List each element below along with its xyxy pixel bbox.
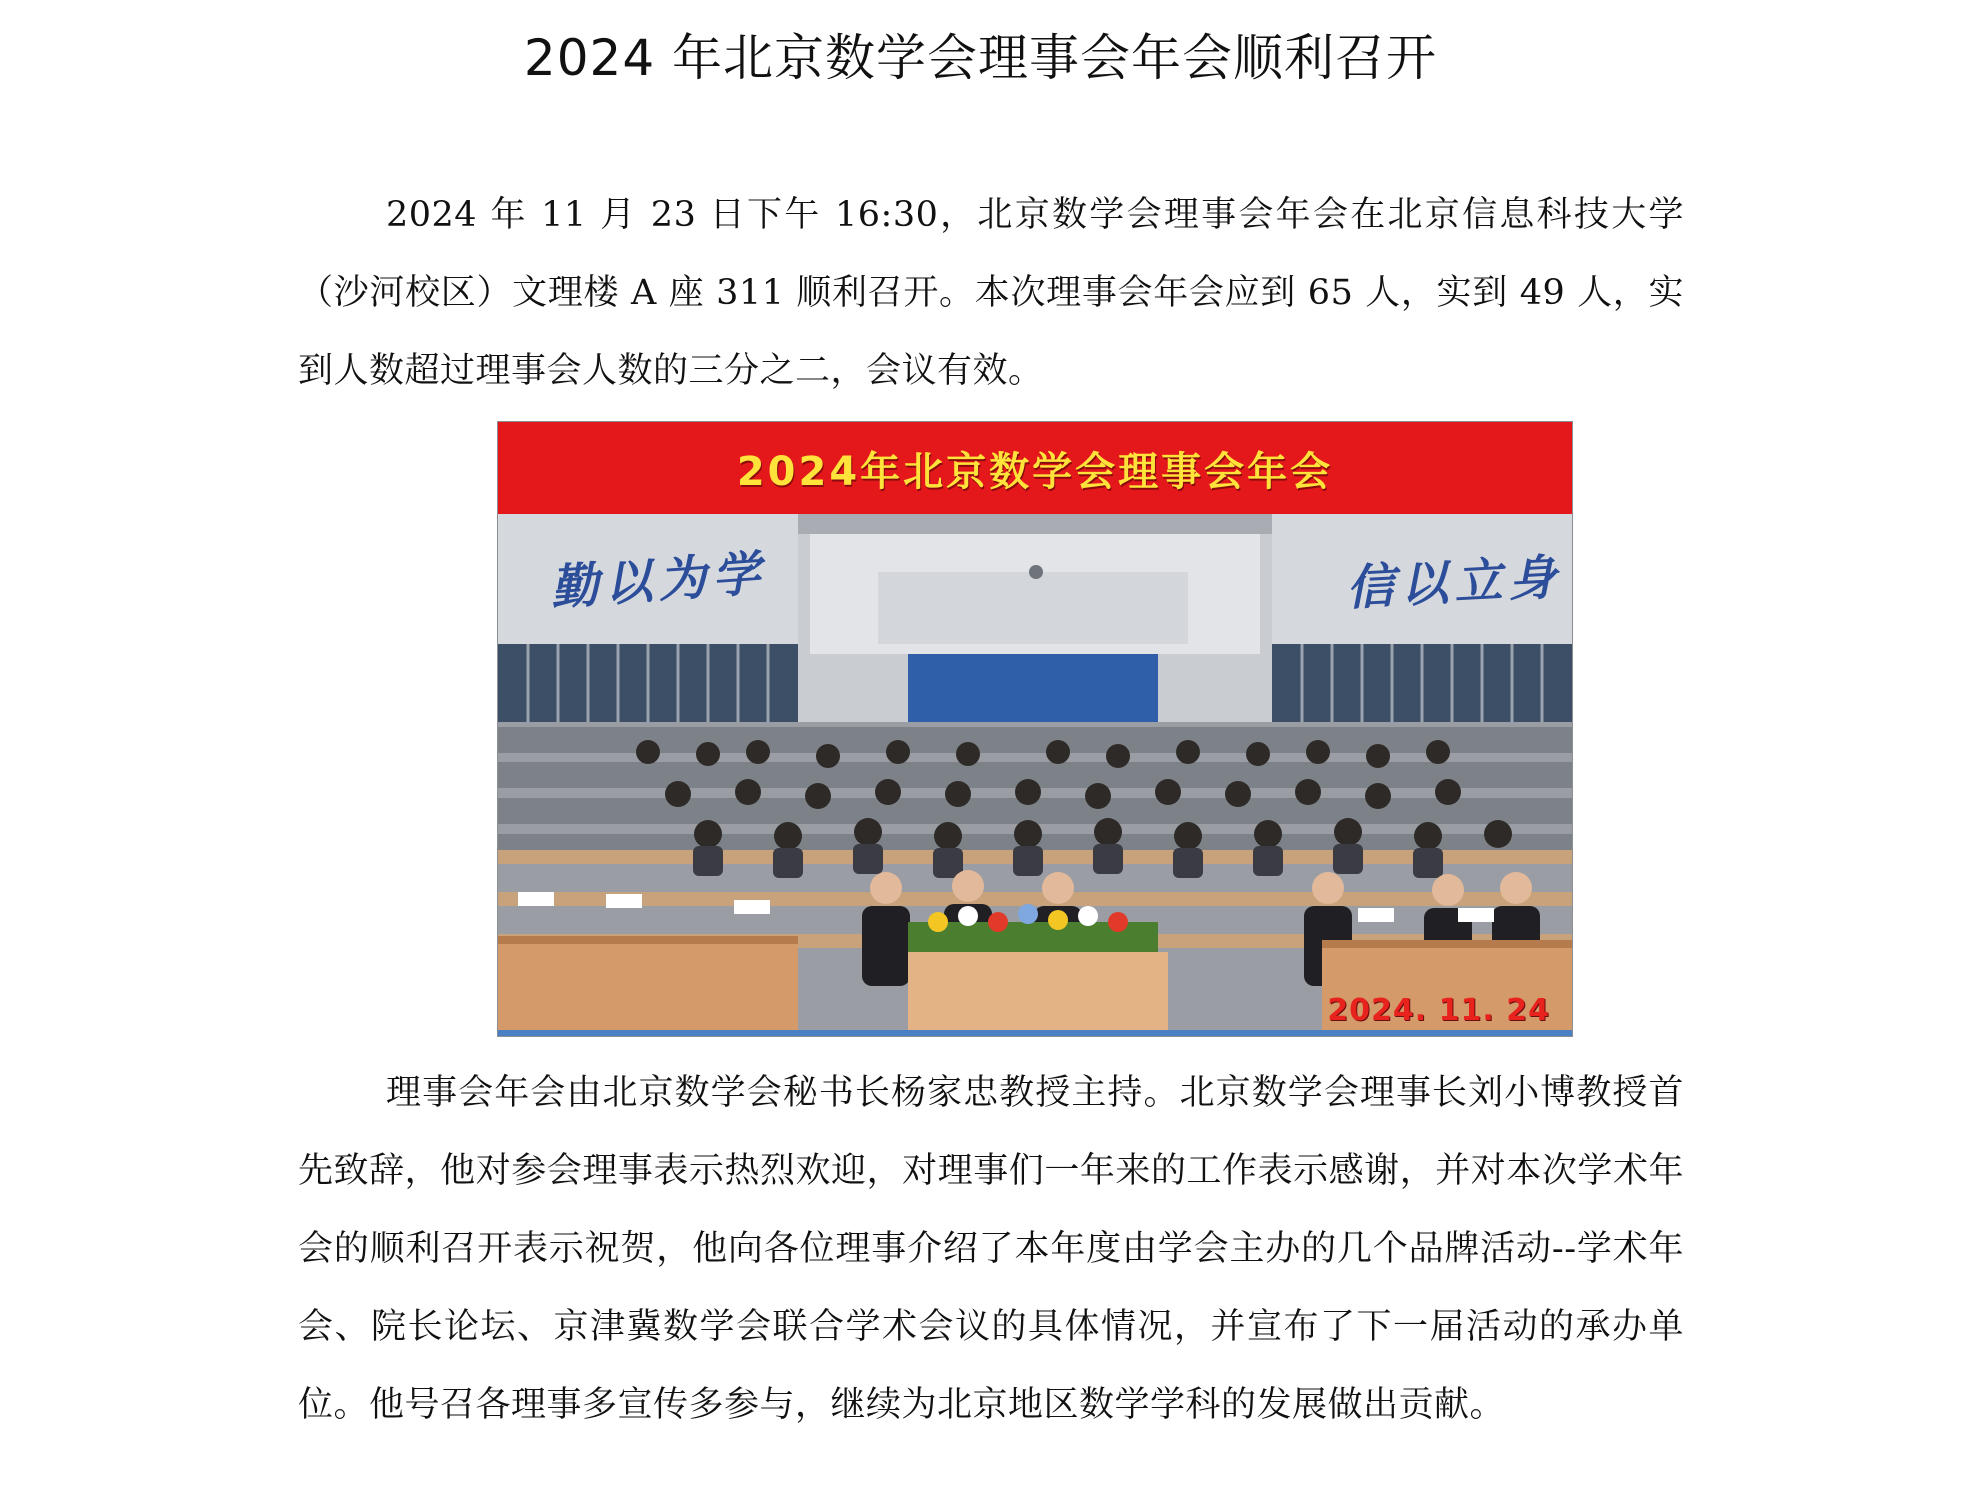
meeting-group-photo — [498, 422, 1572, 1036]
wall-calligraphy-right: 信以立身 — [1344, 549, 1564, 617]
photo-banner-text: 2024年北京数学会理事会年会 — [736, 448, 1334, 495]
photo-banner — [498, 422, 1572, 514]
wall-calligraphy-left: 勤以为学 — [548, 545, 769, 617]
intro-paragraph: 2024 年 11 月 23 日下午 16:30，北京数学会理事会年会在北京信息科技大学（沙河校区）文理楼 A 座 311 顺利召开。本次理事会年会应到 65 人，实到 49 人，实到人数超过理事会人数的三分之二，会议有效。 — [298, 195, 1684, 391]
body-paragraph: 理事会年会由北京数学会秘书长杨家忠教授主持。北京数学会理事长刘小博教授首先致辞，他对参会理事表示热烈欢迎，对理事们一年来的工作表示感谢，并对本次学术年会的顺利召开表示祝贺，他向各位理事介绍了本年度由学会主办的几个品牌活动--学术年会、院长论坛、京津冀数学会联合学术会议的具体情况，并宣布了下一届活动的承办单位。他号召各理事多宣传多参与，继续为北京地区数学学科的发展做出贡献。 — [298, 1073, 1684, 1425]
auditorium-scene — [498, 422, 1572, 1036]
article-title: 2024 年北京数学会理事会年会顺利召开 — [523, 29, 1438, 87]
photo-date-stamp: 2024. 11. 24 — [1327, 993, 1550, 1028]
